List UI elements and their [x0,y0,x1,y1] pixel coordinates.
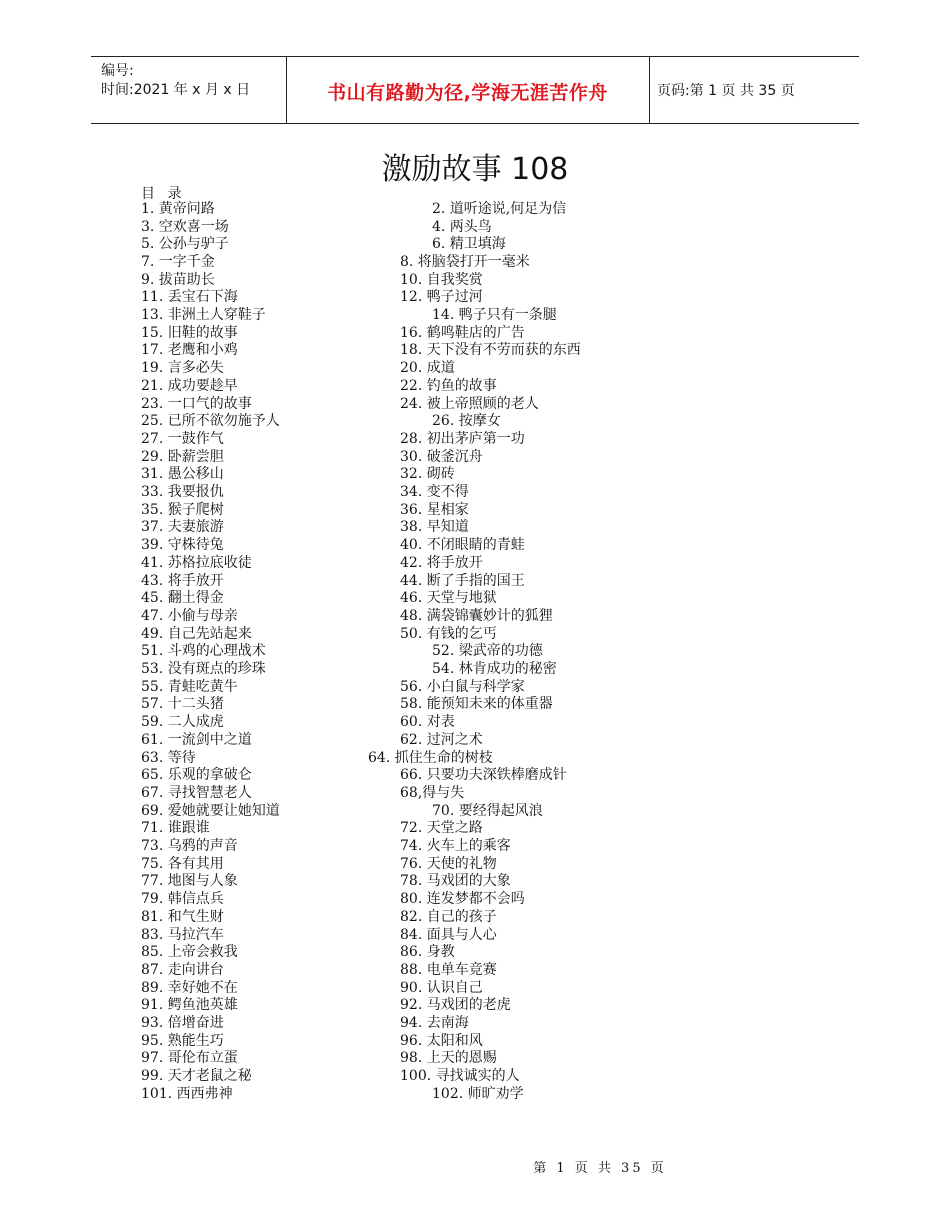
toc-item: 11. 丢宝石下海 [141,289,238,305]
toc-item: 75. 各有其用 [141,856,224,872]
toc-item: 92. 马戏团的老虎 [400,997,511,1013]
toc-item: 19. 言多必失 [141,360,224,376]
toc-item: 12. 鸭子过河 [400,289,483,305]
toc-item: 42. 将手放开 [400,555,483,571]
toc-item: 95. 熟能生巧 [141,1033,224,1049]
toc-item: 15. 旧鞋的故事 [141,325,238,341]
toc-item: 102. 师旷劝学 [432,1086,524,1102]
toc-item: 91. 鳄鱼池英雄 [141,997,238,1013]
toc-item: 43. 将手放开 [141,573,224,589]
toc-item: 1. 黄帝问路 [141,201,215,217]
document-number-label: 编号: [101,63,134,79]
toc-item: 96. 太阳和风 [400,1033,483,1049]
toc-item: 3. 空欢喜一场 [141,219,229,235]
toc-item: 23. 一口气的故事 [141,396,252,412]
toc-item: 46. 天堂与地狱 [400,590,497,606]
toc-item: 51. 斗鸡的心理战术 [141,643,266,659]
toc-item: 76. 天使的礼物 [400,856,497,872]
toc-item: 94. 去南海 [400,1015,469,1031]
toc-item: 60. 对表 [400,714,455,730]
toc-item: 20. 成道 [400,360,455,376]
toc-item: 27. 一鼓作气 [141,431,224,447]
toc-item: 99. 天才老鼠之秘 [141,1068,252,1084]
toc-heading: 目 录 [141,186,186,202]
toc-item: 32. 砌砖 [400,466,455,482]
toc-item: 70. 要经得起风浪 [432,803,543,819]
toc-item: 48. 满袋锦囊妙计的狐狸 [400,608,553,624]
toc-item: 18. 天下没有不劳而获的东西 [400,342,581,358]
toc-item: 8. 将脑袋打开一毫米 [400,254,530,270]
document-title: 激励故事 108 [381,152,569,187]
toc-item: 81. 和气生财 [141,909,224,925]
header-motto-cell [286,57,650,123]
toc-item: 7. 一字千金 [141,254,215,270]
toc-item: 17. 老鹰和小鸡 [141,342,238,358]
toc-item: 14. 鸭子只有一条腿 [432,307,557,323]
toc-item: 73. 乌鸦的声音 [141,838,238,854]
toc-item: 57. 十二头猪 [141,696,224,712]
toc-item: 71. 谁跟谁 [141,820,210,836]
toc-item: 40. 不闭眼睛的青蛙 [400,537,525,553]
header-page-label: 页码:第 1 页 共 35 页 [657,83,795,99]
toc-item: 86. 身教 [400,944,455,960]
toc-item: 89. 幸好她不在 [141,980,238,996]
toc-item: 44. 断了手指的国王 [400,573,525,589]
toc-item: 78. 马戏团的大象 [400,873,511,889]
toc-item: 101. 西西弗神 [141,1086,233,1102]
toc-item: 21. 成功要趁早 [141,378,238,394]
toc-item: 33. 我要报仇 [141,484,224,500]
toc-item: 58. 能预知未来的体重器 [400,696,553,712]
toc-item: 87. 走向讲台 [141,962,224,978]
toc-item: 82. 自己的孩子 [400,909,497,925]
toc-item: 13. 非洲土人穿鞋子 [141,307,266,323]
toc-item: 63. 等待 [141,750,196,766]
toc-item: 38. 早知道 [400,519,469,535]
toc-item: 22. 钓鱼的故事 [400,378,497,394]
toc-item: 4. 两头鸟 [432,219,492,235]
toc-item: 39. 守株待兔 [141,537,224,553]
toc-item: 83. 马拉汽车 [141,927,224,943]
toc-item: 2. 道听途说,何足为信 [432,201,567,217]
document-date-label: 时间:2021 年 x 月 x 日 [101,82,251,98]
toc-item: 37. 夫妻旅游 [141,519,224,535]
toc-item: 61. 一流剑中之道 [141,732,252,748]
toc-item: 84. 面具与人心 [400,927,497,943]
toc-item: 100. 寻找诚实的人 [400,1068,520,1084]
toc-item: 26. 按摩女 [432,413,501,429]
toc-item: 30. 破釜沉舟 [400,449,483,465]
toc-item: 54. 林肯成功的秘密 [432,661,557,677]
toc-item: 52. 梁武帝的功德 [432,643,543,659]
toc-item: 93. 倍增奋进 [141,1015,224,1031]
toc-item: 9. 拔苗助长 [141,272,215,288]
toc-item: 5. 公孙与驴子 [141,236,229,252]
toc-item: 41. 苏格拉底收徒 [141,555,252,571]
toc-item: 77. 地图与人象 [141,873,238,889]
toc-item: 68,得与失 [400,785,465,801]
toc-item: 65. 乐观的拿破仑 [141,767,252,783]
toc-item: 79. 韩信点兵 [141,891,224,907]
toc-item: 47. 小偷与母亲 [141,608,238,624]
toc-item: 10. 自我奖赏 [400,272,483,288]
toc-item: 36. 星相家 [400,502,469,518]
toc-item: 90. 认识自己 [400,980,483,996]
toc-item: 56. 小白鼠与科学家 [400,679,525,695]
toc-item: 49. 自己先站起来 [141,626,252,642]
toc-item: 28. 初出茅庐第一功 [400,431,525,447]
header-motto: 书山有路勤为径,学海无涯苦作舟 [327,82,608,104]
toc-item: 85. 上帝会救我 [141,944,238,960]
toc-item: 69. 爱她就要让她知道 [141,803,280,819]
toc-item: 25. 已所不欲勿施予人 [141,413,280,429]
toc-item: 6. 精卫填海 [432,236,506,252]
toc-item: 74. 火车上的乘客 [400,838,511,854]
toc-item: 97. 哥伦布立蛋 [141,1050,238,1066]
toc-item: 50. 有钱的乞丐 [400,626,497,642]
toc-item: 64. 抓住生命的树枝 [368,750,493,766]
toc-item: 59. 二人成虎 [141,714,224,730]
toc-item: 72. 天堂之路 [400,820,483,836]
toc-item: 88. 电单车竞赛 [400,962,497,978]
toc-item: 24. 被上帝照顾的老人 [400,396,539,412]
header-left-cell [91,57,287,123]
toc-item: 67. 寻找智慧老人 [141,785,252,801]
page-footer: 第 1 页 共 35 页 [533,1161,667,1176]
toc-item: 80. 连发梦都不会吗 [400,891,525,907]
toc-item: 62. 过河之术 [400,732,483,748]
toc-item: 53. 没有斑点的珍珠 [141,661,266,677]
toc-item: 45. 翻土得金 [141,590,224,606]
toc-item: 35. 猴子爬树 [141,502,224,518]
toc-item: 66. 只要功夫深铁棒磨成针 [400,767,567,783]
document-header [91,56,859,124]
toc-item: 55. 青蛙吃黄牛 [141,679,238,695]
toc-item: 34. 变不得 [400,484,469,500]
toc-item: 31. 愚公移山 [141,466,224,482]
toc-item: 16. 鹤鸣鞋店的广告 [400,325,525,341]
toc-item: 29. 卧薪尝胆 [141,449,224,465]
header-right-cell [649,57,859,123]
toc-item: 98. 上天的恩赐 [400,1050,497,1066]
